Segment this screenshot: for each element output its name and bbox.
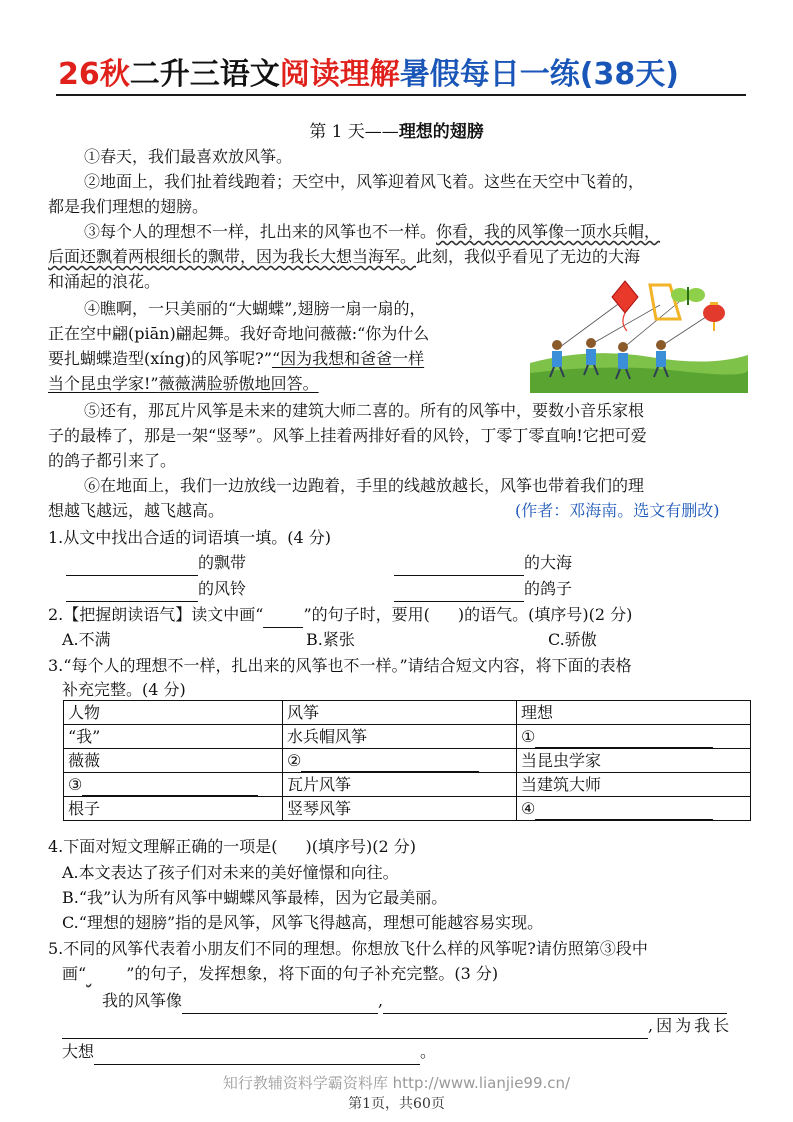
title-part-2: 二升三语文 [129, 57, 280, 92]
q2-stem-c: )的语气。(填序号)(2 分) [457, 605, 633, 624]
paragraph-1: ①春天，我们最喜欢放风筝。 [84, 147, 293, 166]
blank-number: ① [521, 726, 536, 746]
q2-option-b: B.紧张 [306, 630, 355, 649]
table-cell[interactable] [64, 773, 283, 797]
paragraph-2-line-1: ②地面上，我们扯着线跑着；天空中，风筝迎着风飞着。这些在天空中飞着的， [84, 172, 645, 191]
table-header-cell: 理想 [517, 701, 751, 725]
q5-period: 。 [420, 1042, 437, 1061]
table-header-cell: 风筝 [283, 701, 517, 725]
paragraph-4-line-1: ④瞧啊，一只美丽的“大蝴蝶”,翅膀一扇一扇的， [84, 299, 426, 318]
paragraph-3-line-2 [48, 244, 640, 270]
q4-stem-a: 4.下面对短文理解正确的一项是( [48, 837, 278, 856]
q1-blank-4[interactable] [394, 583, 524, 602]
worksheet-title [58, 55, 748, 95]
q2-option-a: A.不满 [62, 630, 111, 649]
q1-label-4: 的鸽子 [524, 579, 573, 598]
lesson-topic: 理想的翅膀 [398, 122, 484, 142]
table-cell: “我” [64, 725, 283, 749]
q2-option-c: C.骄傲 [548, 630, 597, 649]
q1-label-1: 的飘带 [198, 553, 247, 572]
table-cell: 水兵帽风筝 [283, 725, 517, 749]
title-part-4: 暑假每日一练(38天) [399, 57, 679, 92]
paragraph-3-line-3: 和涌起的浪花。 [48, 272, 161, 291]
q2-stem-b: ”的句子时，要用( [303, 605, 430, 624]
q3-table [63, 700, 751, 821]
blank-line[interactable] [301, 753, 479, 772]
question-5-stem-line-1: 5.不同的风筝代表着小朋友们不同的理想。你想放飞什么样的风筝呢?请仿照第③段中 [48, 939, 648, 958]
q5-blank-1[interactable] [182, 995, 378, 1014]
q4-option-c: C.“理想的翅膀”指的是风筝，风筝飞得越高，理想可能越容易实现。 [62, 913, 544, 932]
q4-option-b: B.“我”认为所有风筝中蝴蝶风筝最棒，因为它最美丽。 [62, 888, 448, 907]
paragraph-6-line-2: 想越飞越远，越飞越高。 [48, 501, 225, 520]
blank-number: ② [287, 750, 302, 770]
blank-number: ③ [68, 774, 83, 794]
q2-stem-a: 2.【把握朗读语气】读文中画“ [48, 605, 264, 624]
table-header-row [64, 701, 751, 725]
table-cell[interactable] [517, 797, 751, 821]
paragraph-4-line-4 [48, 371, 319, 397]
lesson-day: 第 1 天—— [309, 122, 399, 142]
table-row [64, 725, 751, 749]
table-row [64, 749, 751, 773]
question-1-row-2-left [66, 576, 246, 602]
q5-stem-a: 画“ [62, 964, 87, 983]
question-4-stem [48, 834, 416, 860]
paragraph-4-line-3 [48, 346, 424, 372]
paragraph-5-line-1: ⑤还有，那瓦片风筝是未来的建筑大师二喜的。所有的风筝中，要数小音乐家根 [84, 401, 645, 420]
q2-underline-sample [263, 613, 303, 628]
paragraph-4-underlined-sentence: “因为我想和爸爸一样 [271, 349, 425, 368]
table-row [64, 773, 751, 797]
blank-number: ④ [521, 798, 536, 818]
paragraph-3-text-2: 此刻，我似乎看见了无边的大海 [416, 247, 641, 266]
children-flying-kites-illustration [530, 275, 748, 393]
q5-blank-4[interactable] [94, 1046, 420, 1065]
paragraph-3-text: ③每个人的理想不一样，扎出来的风筝也不一样。 [84, 222, 437, 241]
title-part-1: 26秋 [58, 57, 130, 92]
paragraph-3-wavy-sentence: 你看，我的风筝像一顶水兵帽， [436, 222, 661, 241]
q4-option-a: A.本文表达了孩子们对未来的美好憧憬和向往。 [62, 863, 399, 882]
question-1-row-1-left [66, 550, 246, 576]
q5-answer-line-1 [102, 988, 727, 1014]
q5-wavy-sample [86, 961, 126, 987]
table-cell: 薇薇 [64, 749, 283, 773]
paragraph-4-text-2: 薇薇满脸骄傲地回答。 [158, 374, 319, 393]
lesson-heading [0, 117, 793, 142]
q1-label-2: 的大海 [524, 553, 573, 572]
q5-comma: , [378, 991, 384, 1010]
title-underline [56, 94, 746, 96]
table-header-cell: 人物 [64, 701, 283, 725]
q1-blank-3[interactable] [66, 583, 198, 602]
q5-answer-line-3 [62, 1039, 436, 1065]
table-cell[interactable] [283, 749, 517, 773]
blank-line[interactable] [535, 729, 713, 748]
paragraph-3-wavy-sentence-cont: 后面还飘着两根细长的飘带，因为我长大想当海军。 [48, 247, 417, 266]
table-cell: 当建筑大师 [517, 773, 751, 797]
question-5-stem-line-2 [62, 961, 498, 987]
question-1-row-2-right [394, 576, 572, 602]
table-cell: 竖琴风筝 [283, 797, 517, 821]
table-cell: 瓦片风筝 [283, 773, 517, 797]
q1-label-3: 的风铃 [198, 579, 247, 598]
blank-line[interactable] [82, 777, 258, 796]
q5-stem-b: ”的句子，发挥想象，将下面的句子补充完整。(3 分) [126, 964, 499, 983]
author-note: (作者：邓海南。选文有删改) [515, 501, 720, 520]
paragraph-4-text: 要扎蝴蝶造型(xíng)的风筝呢?” [48, 349, 272, 368]
q5-line3-prefix: 大想 [62, 1042, 95, 1061]
watermark-footer: 知行教辅资料学霸资料库 http://www.lianjie99.cn/ [222, 1074, 571, 1092]
q4-stem-b: )(填序号)(2 分) [305, 837, 416, 856]
table-row [64, 797, 751, 821]
q5-blank-2[interactable] [383, 995, 727, 1014]
q5-prefix: 我的风筝像 [102, 991, 183, 1010]
question-3-stem-line-2: 补充完整。(4 分) [62, 680, 186, 699]
q5-line2-end: ,因为我长 [648, 1016, 733, 1035]
q1-blank-2[interactable] [394, 557, 524, 576]
paragraph-5-line-2: 子的最棒了，那是一架“竖琴”。风筝上挂着两排好看的风铃，丁零丁零直响!它把可爱 [48, 426, 647, 445]
paragraph-5-line-3: 的鸽子都引来了。 [48, 451, 177, 470]
q5-blank-3[interactable] [62, 1020, 648, 1039]
title-part-3: 阅读理解 [279, 57, 400, 92]
paragraph-2-line-2: 都是我们理想的翅膀。 [48, 197, 209, 216]
paragraph-6-line-1: ⑥在地面上，我们一边放线一边跑着，手里的线越放越长，风筝也带着我们的理 [84, 476, 645, 495]
table-cell: 根子 [64, 797, 283, 821]
table-cell: 当昆虫学家 [517, 749, 751, 773]
question-1-row-1-right [394, 550, 572, 576]
q1-blank-1[interactable] [66, 557, 198, 576]
blank-line[interactable] [535, 801, 713, 820]
paragraph-3-line-1 [84, 219, 660, 245]
page-number: 第1页，共60页 [348, 1096, 445, 1112]
question-1-stem: 1.从文中找出合适的词语填一填。(4 分) [48, 528, 332, 547]
question-2-stem [48, 602, 632, 628]
paragraph-4-underlined-sentence-cont: 当个昆虫学家!” [48, 374, 159, 393]
question-3-stem-line-1: 3.“每个人的理想不一样，扎出来的风筝也不一样。”请结合短文内容，将下面的表格 [48, 656, 632, 675]
paragraph-4-line-2: 正在空中翩(piān)翩起舞。我好奇地问薇薇:“你为什么 [48, 324, 430, 343]
q5-answer-line-2 [62, 1013, 732, 1039]
table-cell[interactable] [517, 725, 751, 749]
